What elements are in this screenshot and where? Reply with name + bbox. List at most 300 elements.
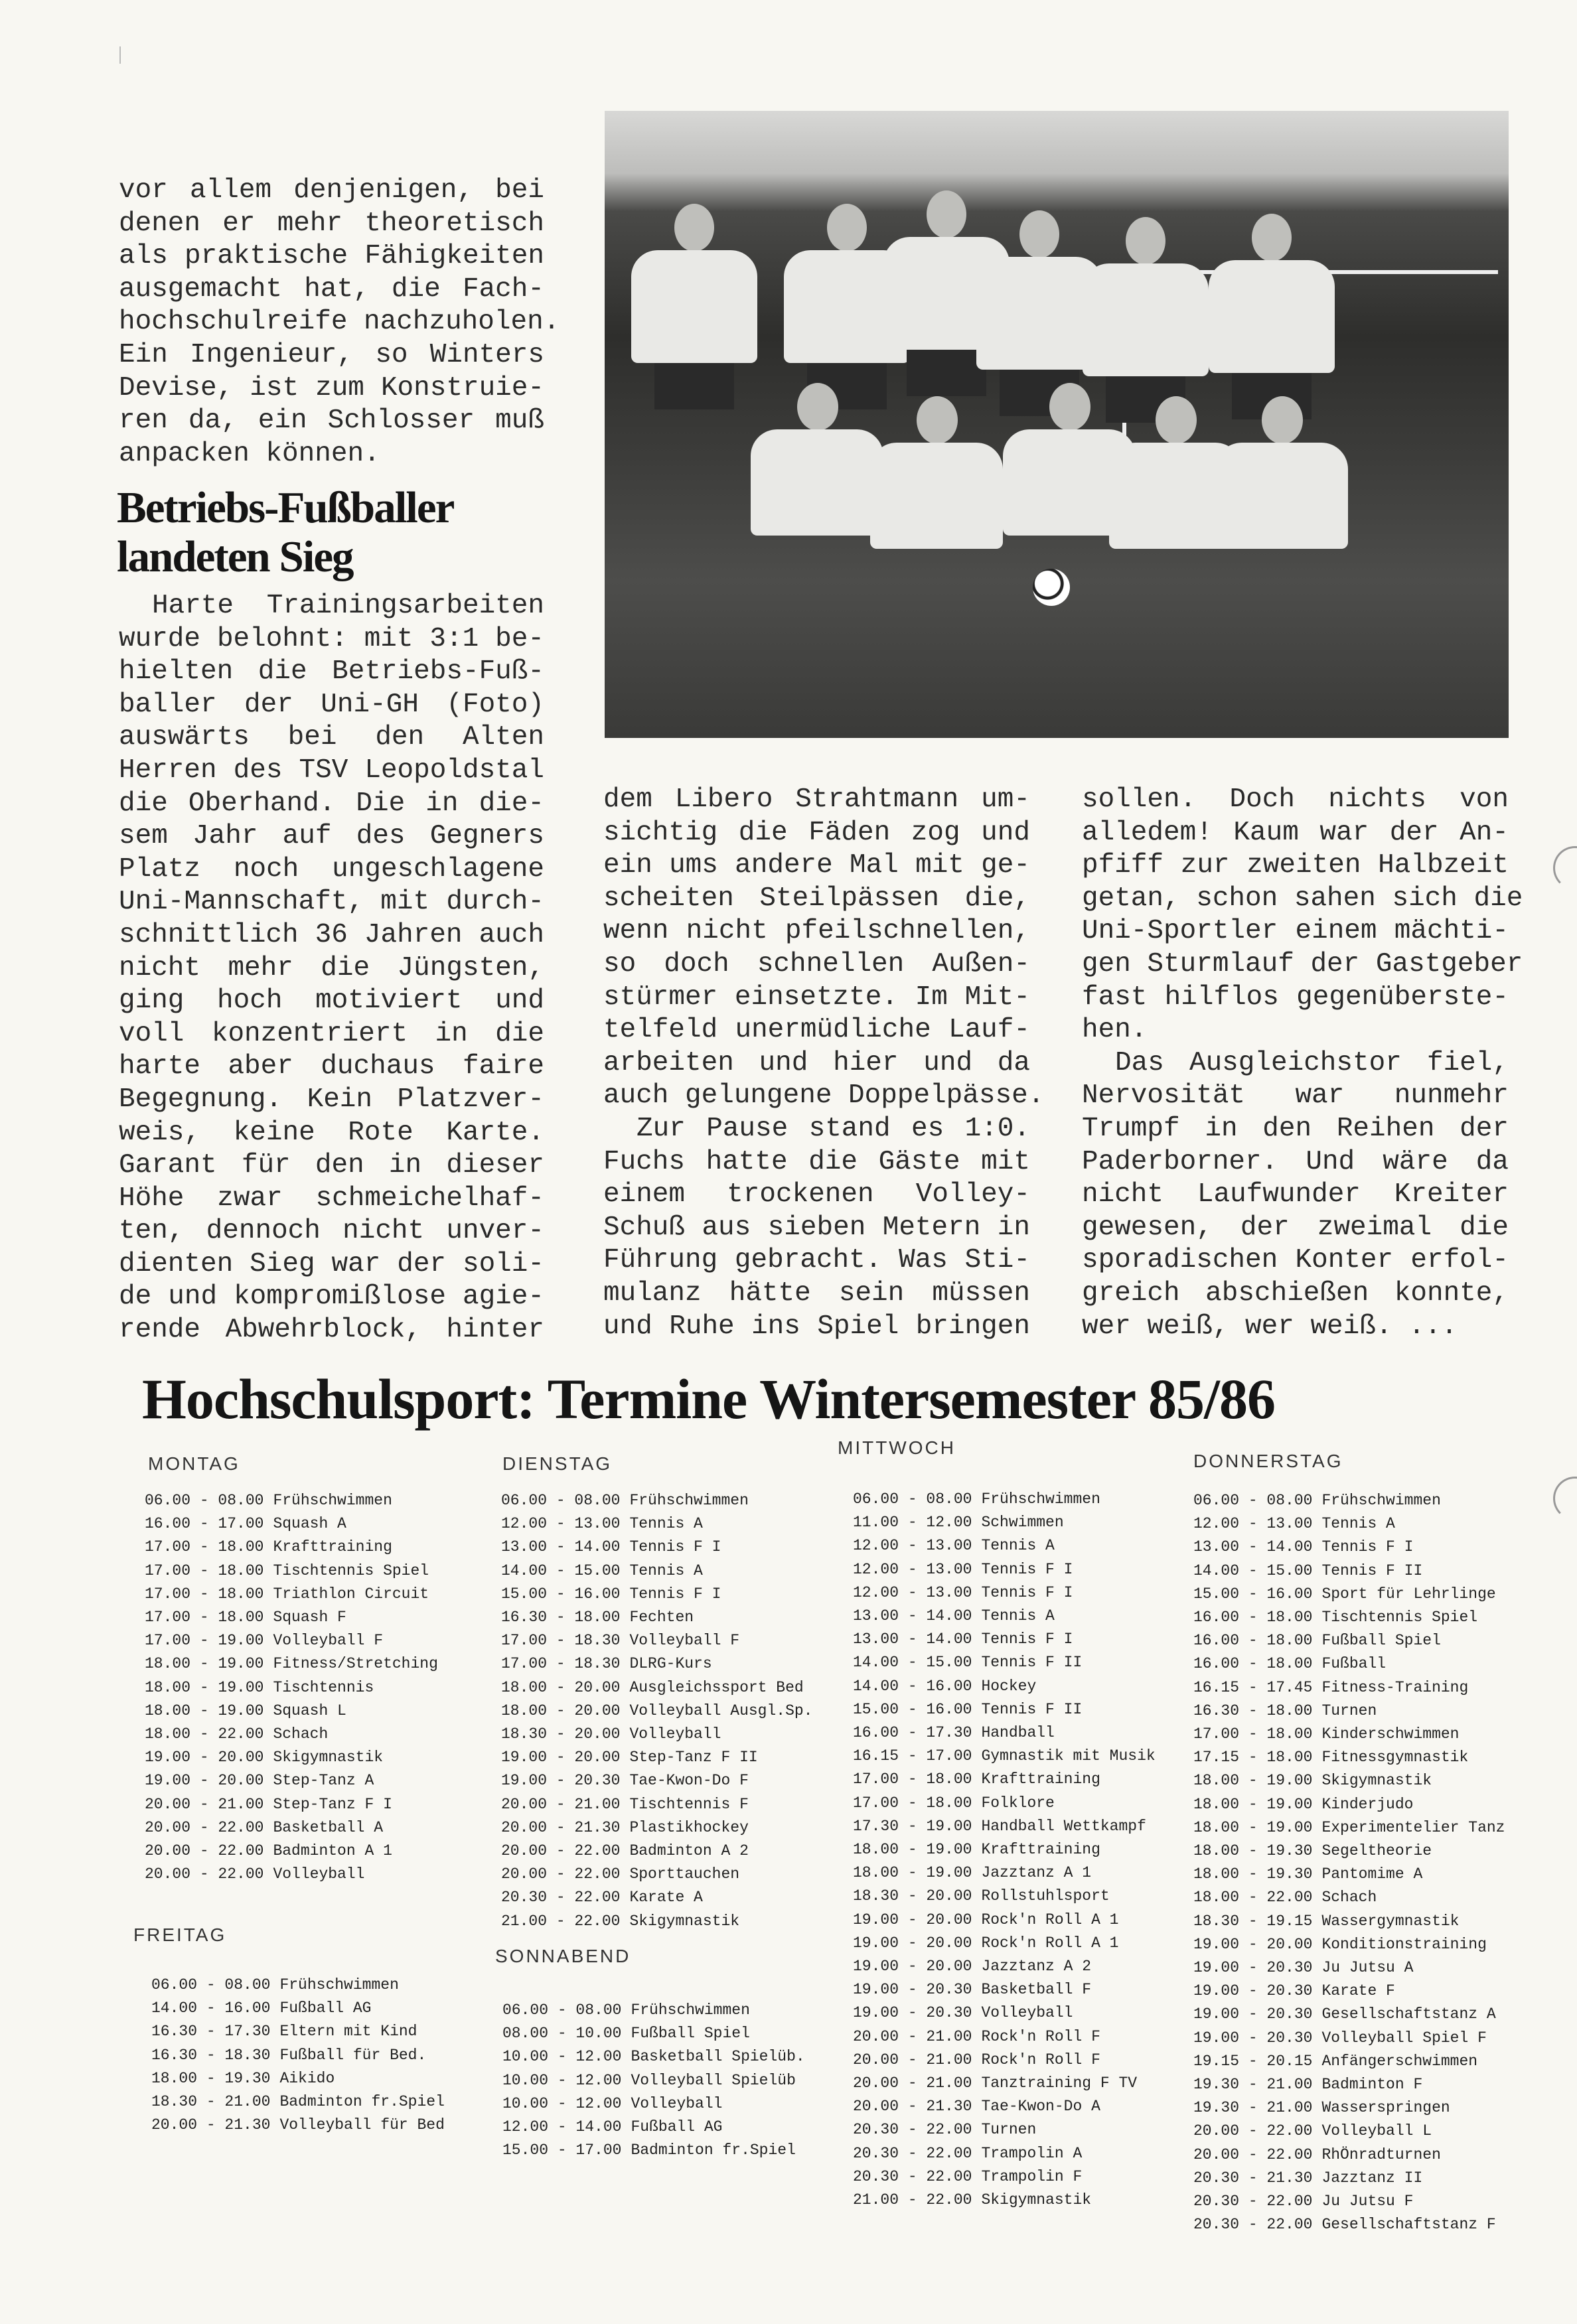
- time-range: 14.00 - 15.00: [853, 1654, 972, 1672]
- schedule-row: [501, 1793, 812, 1816]
- activity: Badminton F: [1321, 2076, 1423, 2094]
- player-figure: [917, 396, 958, 444]
- text-line: voll konzentriert in die: [119, 1018, 544, 1049]
- schedule-row: [853, 2072, 1156, 2095]
- text-line: ausgemacht hat, die Fach-: [119, 273, 544, 305]
- schedule-row: [501, 1560, 812, 1583]
- text-line: gen Sturmlauf der Gastgeber: [1082, 948, 1523, 980]
- schedule-row: [501, 1863, 812, 1886]
- player-figure: [1083, 263, 1209, 376]
- time-range: 19.30 - 21.00: [1193, 2099, 1313, 2117]
- schedule-row: [145, 1606, 438, 1629]
- schedule-row: [1193, 2073, 1505, 2096]
- activity: Karate F: [1321, 1982, 1395, 2000]
- time-range: 20.00 - 22.00: [501, 1842, 621, 1860]
- schedule-row: [853, 1534, 1156, 1558]
- text-line: Uni-Mannschaft, mit durch-: [119, 887, 544, 918]
- schedule-row: [145, 1560, 438, 1583]
- time-range: 13.00 - 14.00: [1193, 1538, 1313, 1556]
- activity: RhÖnradturnen: [1321, 2145, 1441, 2163]
- schedule-row: [502, 2022, 805, 2045]
- schedule-row: [1193, 1723, 1505, 1746]
- schedule-row: [502, 1999, 805, 2022]
- activity: Sport für Lehrlinge: [1321, 1585, 1496, 1603]
- schedule-row: [145, 1489, 438, 1512]
- activity: Tennis F I: [629, 1585, 721, 1603]
- activity: Turnen: [981, 2121, 1037, 2139]
- activity: Volleyball: [629, 1725, 721, 1743]
- text-line: Paderborner. Und wäre da: [1082, 1146, 1509, 1177]
- time-range: 20.30 - 22.00: [853, 2121, 972, 2139]
- schedule-row: [1193, 1536, 1505, 1559]
- time-range: 17.00 - 19.00: [145, 1632, 264, 1650]
- activity: Jazztanz A 1: [981, 1864, 1092, 1882]
- time-range: 16.30 - 18.00: [501, 1609, 621, 1627]
- schedule-row: [1193, 1910, 1505, 1933]
- schedule-row: [1193, 1863, 1505, 1886]
- activity: Tischtennis F: [629, 1795, 749, 1813]
- time-range: 06.00 - 08.00: [151, 1976, 271, 1994]
- schedule-row: [151, 1997, 445, 2020]
- schedule-row: [853, 2095, 1156, 2118]
- headline-line-1: Betriebs-Fußballer: [117, 483, 454, 532]
- activity: Aikido: [279, 2069, 335, 2087]
- schedule-row: [853, 1605, 1156, 1628]
- text-line: sichtig die Fäden zog und: [603, 817, 1030, 848]
- time-range: 20.00 - 21.00: [145, 1795, 264, 1813]
- player-figure: [1215, 443, 1348, 549]
- time-range: 13.00 - 14.00: [853, 1607, 972, 1625]
- schedule-row: [853, 2142, 1156, 2165]
- time-range: 19.00 - 20.00: [853, 1958, 972, 1976]
- schedule-row: [853, 1909, 1156, 1932]
- time-range: 06.00 - 08.00: [501, 1492, 621, 1509]
- text-line: Nervosität war nunmehr: [1082, 1080, 1509, 1112]
- text-line: Zur Pause stand es 1:0.: [637, 1113, 1030, 1144]
- time-range: 11.00 - 12.00: [853, 1514, 972, 1532]
- schedule-row: [145, 1629, 438, 1652]
- schedule-row: [145, 1816, 438, 1840]
- text-line: und Ruhe ins Spiel bringen: [603, 1311, 1030, 1342]
- schedule-row: [1193, 2027, 1505, 2050]
- schedule-row: [853, 2165, 1156, 2189]
- schedule-row: [502, 2116, 805, 2139]
- schedule-row: [501, 1536, 812, 1559]
- schedule-list-dienstag: [501, 1489, 812, 1933]
- text-line: denen er mehr theoretisch: [119, 208, 544, 239]
- schedule-row: [853, 1885, 1156, 1908]
- activity: Tennis F II: [981, 1654, 1083, 1672]
- schedule-row: [853, 1698, 1156, 1721]
- time-range: 17.00 - 18.30: [501, 1632, 621, 1650]
- schedule-row: [502, 2069, 805, 2092]
- time-range: 06.00 - 08.00: [502, 2001, 622, 2019]
- schedule-row: [853, 1628, 1156, 1651]
- player-figure: [827, 204, 867, 252]
- schedule-row: [145, 1863, 438, 1886]
- activity: Fitness/Stretching: [273, 1655, 438, 1673]
- schedule-row: [145, 1840, 438, 1863]
- activity: Rock'n Roll A 1: [981, 1911, 1119, 1928]
- schedule-row: [853, 1558, 1156, 1581]
- activity: Eltern mit Kind: [279, 2023, 417, 2041]
- activity: Tae-Kwon-Do F: [629, 1772, 749, 1790]
- schedule-row: [1193, 1769, 1505, 1792]
- activity: Frühschwimmen: [279, 1976, 399, 1994]
- activity: Fußball: [1321, 1655, 1387, 1673]
- schedule-row: [1193, 1489, 1505, 1512]
- activity: Fußball Spiel: [1321, 1632, 1441, 1650]
- schedule-row: [145, 1583, 438, 1606]
- time-range: 20.00 - 21.00: [853, 2027, 972, 2045]
- activity: Rock'n Roll F: [981, 2027, 1100, 2045]
- schedule-row: [502, 2045, 805, 2069]
- scan-mark: [119, 46, 121, 64]
- schedule-row: [145, 1676, 438, 1700]
- schedule-row: [501, 1816, 812, 1840]
- activity: Gesellschaftstanz A: [1321, 2005, 1496, 2023]
- activity: Step-Tanz F I: [273, 1795, 392, 1813]
- activity: Trampolin F: [981, 2167, 1083, 2185]
- activity: Frühschwimmen: [273, 1492, 392, 1509]
- time-range: 17.00 - 18.00: [145, 1609, 264, 1627]
- activity: Fußball AG: [279, 1999, 372, 2017]
- schedule-row: [853, 1768, 1156, 1791]
- schedule-row: [1193, 1560, 1505, 1583]
- time-range: 06.00 - 08.00: [145, 1492, 264, 1509]
- schedule-row: [1193, 1583, 1505, 1606]
- schedule-row: [1193, 1816, 1505, 1840]
- activity: Basketball A: [273, 1818, 384, 1836]
- time-range: 19.00 - 20.00: [853, 1911, 972, 1928]
- activity: Tennis A: [1321, 1515, 1395, 1533]
- schedule-row: [151, 2114, 445, 2137]
- time-range: 10.00 - 12.00: [502, 2071, 622, 2089]
- schedule-row: [501, 1676, 812, 1700]
- time-range: 16.00 - 17.30: [853, 1724, 972, 1742]
- time-range: 20.00 - 22.00: [145, 1818, 264, 1836]
- time-range: 13.00 - 14.00: [853, 1631, 972, 1648]
- activity: Tennis F I: [981, 1560, 1073, 1578]
- activity: Skigymnastik: [981, 2191, 1092, 2209]
- activity: Tennis A: [981, 1607, 1055, 1625]
- activity: Tennis F I: [629, 1538, 721, 1556]
- text-line: so doch schnellen Außen-: [603, 948, 1030, 980]
- time-range: 16.30 - 18.00: [1193, 1702, 1313, 1719]
- player-figure: [1126, 217, 1165, 265]
- time-range: 20.30 - 22.00: [501, 1889, 621, 1907]
- activity: Badminton A 2: [629, 1842, 749, 1860]
- activity: Volleyball Spielüb: [631, 2071, 796, 2089]
- activity: Kinderschwimmen: [1321, 1725, 1460, 1743]
- schedule-row: [1193, 2050, 1505, 2073]
- article-column-2: [603, 784, 1045, 1343]
- text-line: nicht mehr die Jüngsten,: [119, 952, 544, 983]
- text-line: auch gelungene Doppelpässe.: [603, 1080, 1045, 1112]
- text-line: wurde belohnt: mit 3:1 be-: [119, 623, 544, 654]
- text-line: de und kompromißlose agie-: [119, 1281, 544, 1313]
- time-range: 18.30 - 21.00: [151, 2093, 271, 2111]
- activity: Tennis A: [629, 1561, 703, 1579]
- activity: Skigymnastik: [273, 1749, 384, 1767]
- time-range: 20.00 - 22.00: [145, 1865, 264, 1883]
- activity: Tennis F II: [1321, 1561, 1423, 1579]
- activity: Handball Wettkampf: [981, 1817, 1146, 1835]
- time-range: 17.00 - 18.00: [853, 1794, 972, 1812]
- time-range: 18.00 - 19.30: [1193, 1842, 1313, 1860]
- text-line: rende Abwehrblock, hinter: [119, 1315, 544, 1346]
- schedule-title: Hochschulsport: Termine Wintersemester 85/86: [142, 1367, 1275, 1431]
- schedule-row: [1193, 1746, 1505, 1769]
- time-range: 20.00 - 21.30: [151, 2116, 271, 2134]
- schedule-row: [151, 2044, 445, 2067]
- text-line: auswärts bei den Alten: [119, 722, 544, 753]
- text-line: mulanz hätte sein müssen: [603, 1277, 1030, 1309]
- time-range: 17.15 - 18.00: [1193, 1749, 1313, 1767]
- activity: Ausgleichssport Bed: [629, 1678, 804, 1696]
- activity: Squash L: [273, 1702, 346, 1719]
- activity: Karate A: [629, 1889, 703, 1907]
- text-line: ein ums andere Mal mit ge-: [603, 850, 1030, 881]
- time-range: 18.00 - 19.00: [1193, 1818, 1313, 1836]
- activity: Tennis F I: [981, 1631, 1073, 1648]
- text-line: vor allem denjenigen, bei: [119, 175, 544, 206]
- schedule-row: [853, 1792, 1156, 1815]
- player-figure: [751, 429, 883, 536]
- activity: Rollstuhlsport: [981, 1887, 1110, 1905]
- schedule-row: [1193, 1886, 1505, 1909]
- player-figure: [870, 443, 1003, 549]
- activity: Frühschwimmen: [629, 1492, 749, 1509]
- time-range: 14.00 - 16.00: [853, 1677, 972, 1695]
- activity: Krafttraining: [981, 1771, 1100, 1788]
- schedule-row: [501, 1606, 812, 1629]
- activity: Jazztanz II: [1321, 2169, 1423, 2187]
- time-range: 19.00 - 20.00: [145, 1749, 264, 1767]
- activity: Ju Jutsu F: [1321, 2193, 1414, 2211]
- schedule-list-donnerstag: [1193, 1489, 1505, 2237]
- schedule-row: [1193, 1700, 1505, 1723]
- schedule-row: [1193, 1676, 1505, 1700]
- text-line: schnittlich 36 Jahren auch: [119, 919, 544, 950]
- article-column-3: [1082, 784, 1523, 1343]
- activity: Rock'n Roll A 1: [981, 1934, 1119, 1952]
- schedule-row: [1193, 1980, 1505, 2003]
- text-line: pfiff zur zweiten Halbzeit: [1082, 850, 1509, 881]
- time-range: 12.00 - 13.00: [1193, 1515, 1313, 1533]
- activity: Volleyball Ausgl.Sp.: [629, 1702, 813, 1719]
- activity: Tae-Kwon-Do A: [981, 2098, 1100, 2116]
- time-range: 19.00 - 20.00: [145, 1772, 264, 1790]
- schedule-row: [1193, 1652, 1505, 1676]
- time-range: 16.15 - 17.00: [853, 1747, 972, 1765]
- activity: Volleyball F: [273, 1632, 384, 1650]
- player-figure: [797, 383, 838, 431]
- text-line: Schuß aus sieben Metern in: [603, 1212, 1030, 1243]
- schedule-row: [853, 2049, 1156, 2072]
- schedule-row: [853, 2025, 1156, 2049]
- time-range: 18.00 - 19.00: [853, 1864, 972, 1882]
- text-line: Uni-Sportler einem mächti-: [1082, 916, 1509, 947]
- activity: Volleyball L: [1321, 2122, 1432, 2140]
- activity: Krafttraining: [273, 1538, 392, 1556]
- activity: Frühschwimmen: [1321, 1492, 1441, 1509]
- schedule-row: [1193, 1606, 1505, 1629]
- activity: Basketball Spielüb.: [631, 2048, 805, 2066]
- football: [1033, 569, 1070, 606]
- time-range: 20.00 - 22.00: [1193, 2122, 1313, 2140]
- activity: Skigymnastik: [1321, 1772, 1432, 1790]
- activity: Fitnessgymnastik: [1321, 1749, 1469, 1767]
- activity: Fußball Spiel: [631, 2025, 750, 2043]
- day-heading-sonnabend: SONNABEND: [495, 1946, 631, 1966]
- activity: Tennis F I: [981, 1583, 1073, 1601]
- activity: Basketball F: [981, 1981, 1092, 1999]
- activity: Wassergymnastik: [1321, 1912, 1460, 1930]
- time-range: 20.00 - 22.00: [501, 1865, 621, 1883]
- schedule-row: [151, 1974, 445, 1997]
- time-range: 18.30 - 19.15: [1193, 1912, 1313, 1930]
- text-line: als praktische Fähigkeiten: [119, 241, 544, 272]
- time-range: 12.00 - 13.00: [853, 1537, 972, 1555]
- player-figure: [654, 363, 734, 409]
- activity: Rock'n Roll F: [981, 2051, 1100, 2069]
- schedule-row: [853, 1978, 1156, 2001]
- schedule-row: [1193, 2167, 1505, 2190]
- text-line: Devise, ist zum Konstruie-: [119, 372, 544, 403]
- schedule-row: [1193, 2190, 1505, 2213]
- activity: Tennis A: [981, 1537, 1055, 1555]
- schedule-row: [501, 1746, 812, 1769]
- schedule-row: [1193, 1840, 1505, 1863]
- day-heading-freitag: FREITAG: [133, 1925, 227, 1945]
- text-line: Garant für den in dieser: [119, 1150, 544, 1181]
- time-range: 20.30 - 22.00: [853, 2167, 972, 2185]
- schedule-row: [501, 1840, 812, 1863]
- time-range: 16.00 - 17.00: [145, 1515, 264, 1533]
- player-figure: [1019, 210, 1059, 258]
- time-range: 18.00 - 19.30: [1193, 1865, 1313, 1883]
- text-line: weis, keine Rote Karte.: [119, 1117, 544, 1148]
- time-range: 12.00 - 13.00: [501, 1515, 621, 1533]
- time-range: 12.00 - 13.00: [853, 1560, 972, 1578]
- schedule-row: [1193, 2120, 1505, 2143]
- day-heading-mittwoch: MITTWOCH: [838, 1437, 956, 1458]
- time-range: 18.00 - 20.00: [501, 1702, 621, 1719]
- time-range: 15.00 - 16.00: [501, 1585, 621, 1603]
- text-line: Das Ausgleichstor fiel,: [1115, 1047, 1509, 1078]
- activity: Segeltheorie: [1321, 1842, 1432, 1860]
- activity: Experimentelier Tanz: [1321, 1818, 1505, 1836]
- time-range: 12.00 - 14.00: [502, 2118, 622, 2136]
- schedule-row: [1193, 1933, 1505, 1956]
- schedule-row: [501, 1700, 812, 1723]
- schedule-row: [1193, 1512, 1505, 1536]
- schedule-row: [853, 1838, 1156, 1861]
- schedule-row: [853, 1932, 1156, 1955]
- time-range: 17.00 - 18.00: [853, 1771, 972, 1788]
- activity: Tennis A: [629, 1515, 703, 1533]
- time-range: 19.00 - 20.00: [501, 1749, 621, 1767]
- time-range: 20.00 - 21.00: [853, 2074, 972, 2092]
- schedule-row: [853, 1861, 1156, 1885]
- time-range: 13.00 - 14.00: [501, 1538, 621, 1556]
- schedule-row: [502, 2092, 805, 2116]
- schedule-row: [853, 1581, 1156, 1605]
- text-line: scheiten Steilpässen die,: [603, 883, 1030, 914]
- text-line: sollen. Doch nichts von: [1082, 784, 1509, 815]
- activity: Squash F: [273, 1609, 346, 1627]
- schedule-row: [145, 1793, 438, 1816]
- activity: Step-Tanz F II: [629, 1749, 758, 1767]
- time-range: 17.00 - 18.00: [145, 1561, 264, 1579]
- schedule-row: [853, 1651, 1156, 1674]
- text-line: harte aber duchaus faire: [119, 1051, 544, 1082]
- text-line: wenn nicht pfeilschnellen,: [603, 916, 1030, 947]
- intro-paragraph: [119, 175, 560, 471]
- activity: Fechten: [629, 1609, 694, 1627]
- activity: Ju Jutsu A: [1321, 1959, 1414, 1977]
- time-range: 16.15 - 17.45: [1193, 1678, 1313, 1696]
- time-range: 20.30 - 22.00: [1193, 2216, 1313, 2234]
- time-range: 19.00 - 20.30: [853, 1981, 972, 1999]
- schedule-row: [1193, 1629, 1505, 1652]
- text-line: stürmer einsetzte. Im Mit-: [603, 981, 1030, 1013]
- schedule-list-mittwoch: [853, 1488, 1156, 2212]
- activity: Trampolin A: [981, 2144, 1083, 2162]
- text-line: einem trockenen Volley-: [603, 1179, 1030, 1210]
- text-line: baller der Uni-GH (Foto): [119, 689, 544, 720]
- activity: Volleyball F: [629, 1632, 740, 1650]
- schedule-row: [502, 2139, 805, 2162]
- day-heading-donnerstag: DONNERSTAG: [1193, 1451, 1343, 1471]
- text-line: getan, schon sahen sich die: [1082, 883, 1523, 914]
- schedule-row: [151, 2090, 445, 2114]
- text-line: dienten Sieg war der soli-: [119, 1248, 544, 1279]
- time-range: 16.00 - 18.00: [1193, 1655, 1313, 1673]
- activity: Badminton A 1: [273, 1842, 392, 1860]
- schedule-row: [1193, 2096, 1505, 2120]
- schedule-row: [853, 1815, 1156, 1838]
- schedule-list-freitag: [151, 1974, 445, 2137]
- schedule-row: [1193, 2213, 1505, 2236]
- schedule-row: [1193, 1793, 1505, 1816]
- time-range: 18.00 - 22.00: [145, 1725, 264, 1743]
- time-range: 20.30 - 22.00: [1193, 2193, 1313, 2211]
- article-headline: [117, 483, 453, 581]
- time-range: 17.00 - 18.00: [145, 1585, 264, 1603]
- time-range: 20.30 - 21.30: [1193, 2169, 1313, 2187]
- schedule-row: [501, 1723, 812, 1746]
- activity: Krafttraining: [981, 1841, 1100, 1859]
- day-heading-montag: MONTAG: [148, 1453, 240, 1474]
- time-range: 19.15 - 20.15: [1193, 2052, 1313, 2070]
- text-line: Begegnung. Kein Platzver-: [119, 1084, 544, 1115]
- player-figure: [1262, 396, 1303, 444]
- time-range: 20.00 - 22.00: [1193, 2145, 1313, 2163]
- schedule-list-sonnabend: [502, 1999, 805, 2162]
- text-line: Herren des TSV Leopoldstal: [119, 755, 544, 786]
- text-line: ren da, ein Schlosser muß: [119, 405, 544, 437]
- schedule-row: [1193, 2143, 1505, 2167]
- time-range: 20.00 - 21.00: [853, 2051, 972, 2069]
- time-range: 17.30 - 19.00: [853, 1817, 972, 1835]
- schedule-row: [853, 1955, 1156, 1978]
- activity: Gymnastik mit Musik: [981, 1747, 1156, 1765]
- time-range: 18.30 - 20.00: [501, 1725, 621, 1743]
- time-range: 18.00 - 19.00: [145, 1655, 264, 1673]
- activity: Triathlon Circuit: [273, 1585, 429, 1603]
